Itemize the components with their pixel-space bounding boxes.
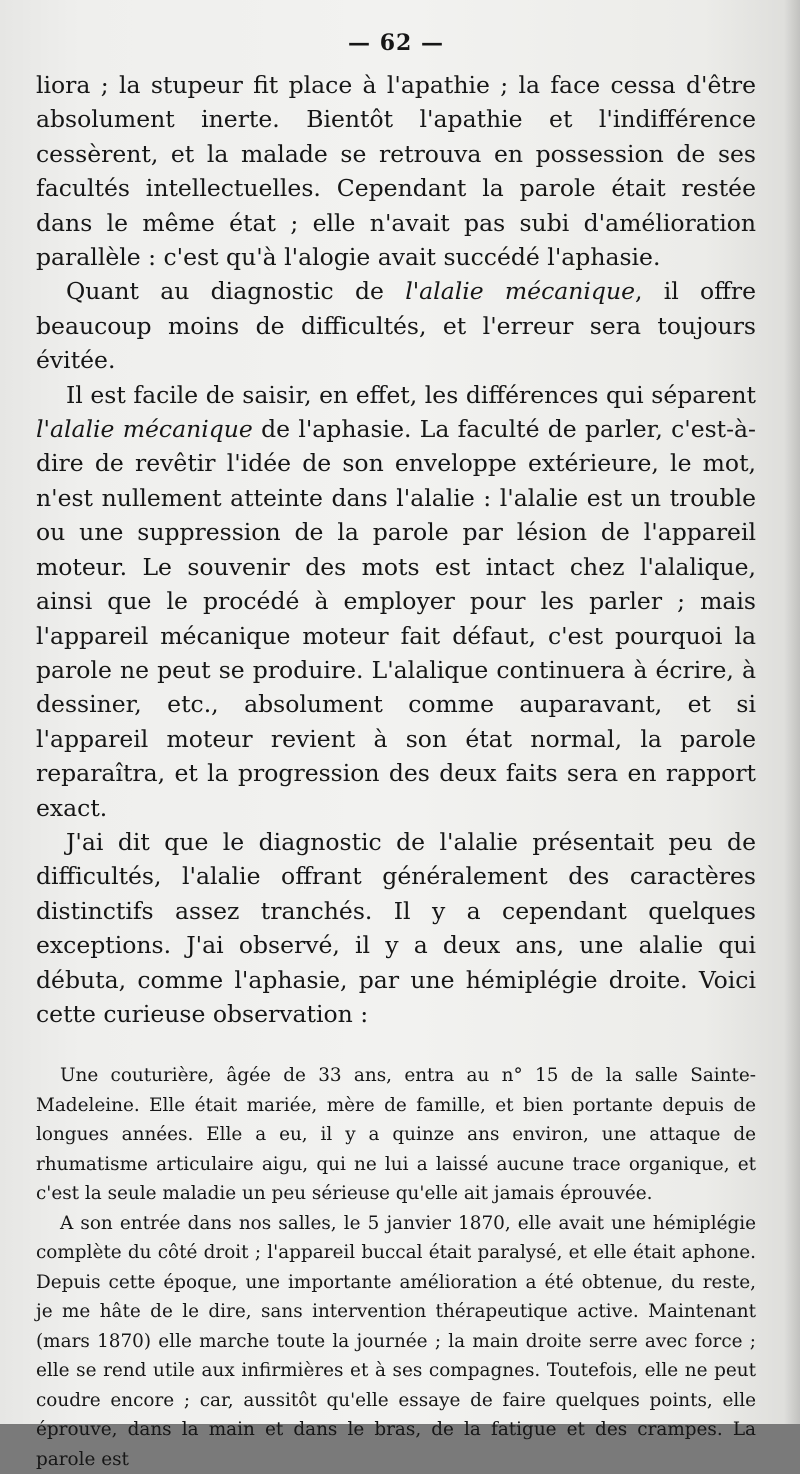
main-body bbox=[36, 68, 756, 1031]
text-run: Il est facile de saisir, en effet, les différences qui séparent bbox=[66, 380, 756, 409]
paragraph-differences bbox=[36, 378, 756, 825]
text-run: , il offre beaucoup moins de difficultés, et l'erreur sera toujours évitée. bbox=[36, 277, 756, 375]
paragraph-continuation: liora ; la stupeur fit place à l'apathie ; la face cessa d'être absolument inerte. Bientôt l'apathie et l'indifférence cessèrent, et la malade se retrouva en possession de ses facultés intellectuelles. Cependant la parole était restée dans le même état ; elle n'avait pas subi d'amélioration parallèle : c'est qu'à l'alogie avait succédé l'aphasie. bbox=[36, 71, 756, 272]
text-run: de l'aphasie. La faculté de parler, c'est-à-dire de revêtir l'idée de son enveloppe extérieure, le mot, n'est nullement atteinte dans l'alalie : l'alalie est un trouble ou une suppression de la parole par lésion de l'appareil moteur. Le souvenir des mots est intact chez l'alalique, ainsi que le procédé à employer pour les parler ; mais l'appareil mécanique moteur fait défaut, c'est pourquoi la parole ne peut se produire. L'alalique continuera à écrire, à dessiner, etc., absolument comme auparavant, et si l'appareil moteur revient à son état normal, la parole reparaîtra, et la progression des deux faits sera en rapport exact. bbox=[36, 415, 756, 822]
paragraph-diagnostic bbox=[36, 274, 756, 377]
observation-block bbox=[36, 1061, 756, 1474]
text-run: Quant au diagnostic de bbox=[66, 277, 406, 306]
page-number: — 62 — bbox=[348, 30, 444, 56]
observation-paragraph-2: A son entrée dans nos salles, le 5 janvier 1870, elle avait une hémiplégie complète du côté droit ; l'appareil buccal était paralysé, et elle était aphone. Depuis cette époque, une importante amélioration a été obtenue, du reste, je me hâte de le dire, sans intervention thérapeutique active. Maintenant (mars 1870) elle marche toute la journée ; la main droite serre avec force ; elle se rend utile aux infirmières et à ses compagnes. Toutefois, elle ne peut coudre encore ; car, aussitôt qu'elle essaye de faire quelques points, elle éprouve, dans la main et dans le bras, de la fatigue et des crampes. La parole est bbox=[36, 1212, 756, 1470]
italic-term: l'alalie mécanique bbox=[36, 415, 253, 444]
observation-paragraph-1: Une couturière, âgée de 33 ans, entra au n° 15 de la salle Sainte-Madeleine. Elle était mariée, mère de famille, et bien portante depuis de longues années. Elle a eu, il y a quinze ans environ, une attaque de rhumatisme articulaire aigu, qui ne lui a laissé aucune trace organique, et c'est la seule maladie un peu sérieuse qu'elle ait jamais éprouvée. bbox=[36, 1065, 756, 1205]
paragraph-exceptions: J'ai dit que le diagnostic de l'alalie présentait peu de difficultés, l'alalie offrant généralement des caractères distinctifs assez tranchés. Il y a cependant quelques exceptions. J'ai observé, il y a deux ans, une alalie qui débuta, comme l'aphasie, par une hémiplégie droite. Voici cette curieuse observation : bbox=[36, 827, 756, 1028]
italic-term: l'alalie mécanique bbox=[405, 277, 635, 306]
